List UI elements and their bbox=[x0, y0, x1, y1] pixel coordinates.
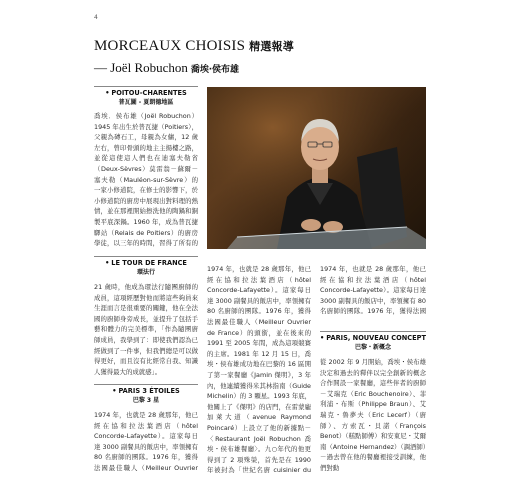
chef-portrait-illustration bbox=[207, 87, 426, 249]
section-title-zh: 普瓦圖 - 夏朗德地區 bbox=[118, 99, 174, 106]
bullet-icon: • bbox=[320, 334, 325, 342]
bullet-icon: • bbox=[112, 387, 117, 395]
section-text-poitou: 喬埃．侯布雄（Joël Robuchon）1945 年出生於普瓦捷（Poitiers），父親為磚石工，母親為女傭，12 歲左右，曾印骨頭的地主主揚樓之路，並從這使這人們也在迪塞夫勒省（Deux-Sèvres）莫雷翁－蘇爾－塞夫勒（Mauléon-sur-Sèvre）的一家小修道院，在修士的影響下，於小修道院的廚房中展現出對料理的熱情，並在那裡開始擦洗他的陶鍋和銅製平底深鍋。1960 年，成為普瓦捷驛站（Relais de Poitiers）的廚房學徒，以三年的時間，習得了所有的 bbox=[94, 112, 198, 247]
page-subtitle-zh: 喬埃‧侯布雄 bbox=[190, 65, 240, 75]
section-text-paris-continued-2 bbox=[320, 264, 426, 316]
section-rule bbox=[320, 331, 426, 332]
section-title-zh: 環法行 bbox=[136, 269, 155, 276]
paris-tail-text: 1974 年，也就是 28 歲那年，他已經在協和拉法葉酒店（hôtel Concorde-Lafayette）。這家每日達 3000 副餐具的飯店中，率領擁有 80 名廚師的團隊。1976 年，獲得法國 bbox=[320, 265, 426, 316]
section-heading-concept bbox=[320, 334, 426, 352]
section-title: PARIS 3 ÉTOILES bbox=[118, 387, 180, 395]
section-text-paris-continued: 1974 年，也就是 28 歲那年，他已經在協和拉法葉酒店（hôtel Concorde-Lafayette）。這家每日達 3000 副餐具的飯店中，率領擁有 80 名廚師的團隊。1976 年，獲得法國最佳職人（Meilleur Ouvrier de France）的頭銜，並在後來的 1991 至 2005 年間，成為這項競賽的主席。1981 年 12 月 15 日，喬埃・侯布雄成功地在巴黎的 16 區開了第一家餐廳《Jamin 傑明》，3 年內，他連續獲得米其林指南（Guide Michelin）的 3 顆星。1993 年底，他關上了《傑明》的店門，在雷蒙龐加萊大道（avenue Raymond Poincaré）上設立了他的新據點－〈Restaurant Joël Robuchon 喬埃・侯布雄餐廳〉。九○年代的他更得到了 2 項殊榮，首先是在 1990 年被封為「世紀名廚 cuisinier du bbox=[207, 265, 311, 475]
section-rule bbox=[94, 256, 198, 257]
section-rule bbox=[94, 86, 198, 87]
page-subtitle-fr: — Joël Robuchon bbox=[94, 60, 188, 75]
section-text-concept: 從 2002 年 9 月開始，喬埃・侯布雄決定和過去的釋伴以完全創新的概念合作開設一家餐廳，這些伴者的廚師－艾瑞克（Eric Bouchenoire）、菲利浦・布斯（Philippe Braun）、艾瑞克・鲁夢夫（Eric Lecerf）（廚師）、方索瓦・貝諾（François Benot）（糕點師傅）和安東尼・艾爾南（Antoine Hernandez）（調酒師）－過去曾在他的餐廳裡接受訓練，他們對動 bbox=[320, 358, 426, 472]
section-text-tour: 21 歲時，他成為環法行隨團廚師的成員，這項經歷對他而將這些夠員來生涯而言是很重要的關鍵，他在全法國的廚師身旁成長，並提升了包括手藝和體力的完美標準，「作為隨團廚師成員，我學到了：即使我們認為已經做到了一件事，但我們總是可以做得更好，而且沒有比經常自我、知識人獲得最大的成就感」。 bbox=[94, 283, 198, 376]
section-title-zh: 巴黎・新概念 bbox=[354, 344, 391, 351]
page-title bbox=[94, 38, 294, 55]
section-title-zh: 巴黎 3 星 bbox=[132, 397, 160, 404]
section-title: LE TOUR DE FRANCE bbox=[111, 259, 187, 267]
section-title: PARIS, NOUVEAU CONCEPT bbox=[326, 334, 426, 342]
page-title-zh: 精選報導 bbox=[249, 40, 294, 53]
section-text-paris: 1974 年，也就是 28 歲那年，他已經在協和拉法葉酒店（hôtel Concorde-Lafayette）。這家每日達 3000 副餐具的飯店中，率領擁有 80 名廚師的團隊。1976 年，獲得法國最佳職人（Meilleur Ouvrier bbox=[94, 411, 198, 472]
section-heading-paris bbox=[94, 387, 198, 405]
section-heading-poitou bbox=[94, 89, 198, 107]
section-heading-tour bbox=[94, 259, 198, 277]
section-rule bbox=[94, 384, 198, 385]
chef-portrait-photo bbox=[207, 87, 426, 249]
page-title-fr: MORCEAUX CHOISIS bbox=[94, 38, 246, 54]
section-title: POITOU-CHARENTES bbox=[111, 89, 187, 97]
bullet-icon: • bbox=[105, 89, 110, 97]
page-number: 4 bbox=[94, 14, 98, 21]
page-subtitle bbox=[94, 60, 239, 76]
bullet-icon: • bbox=[105, 259, 110, 267]
